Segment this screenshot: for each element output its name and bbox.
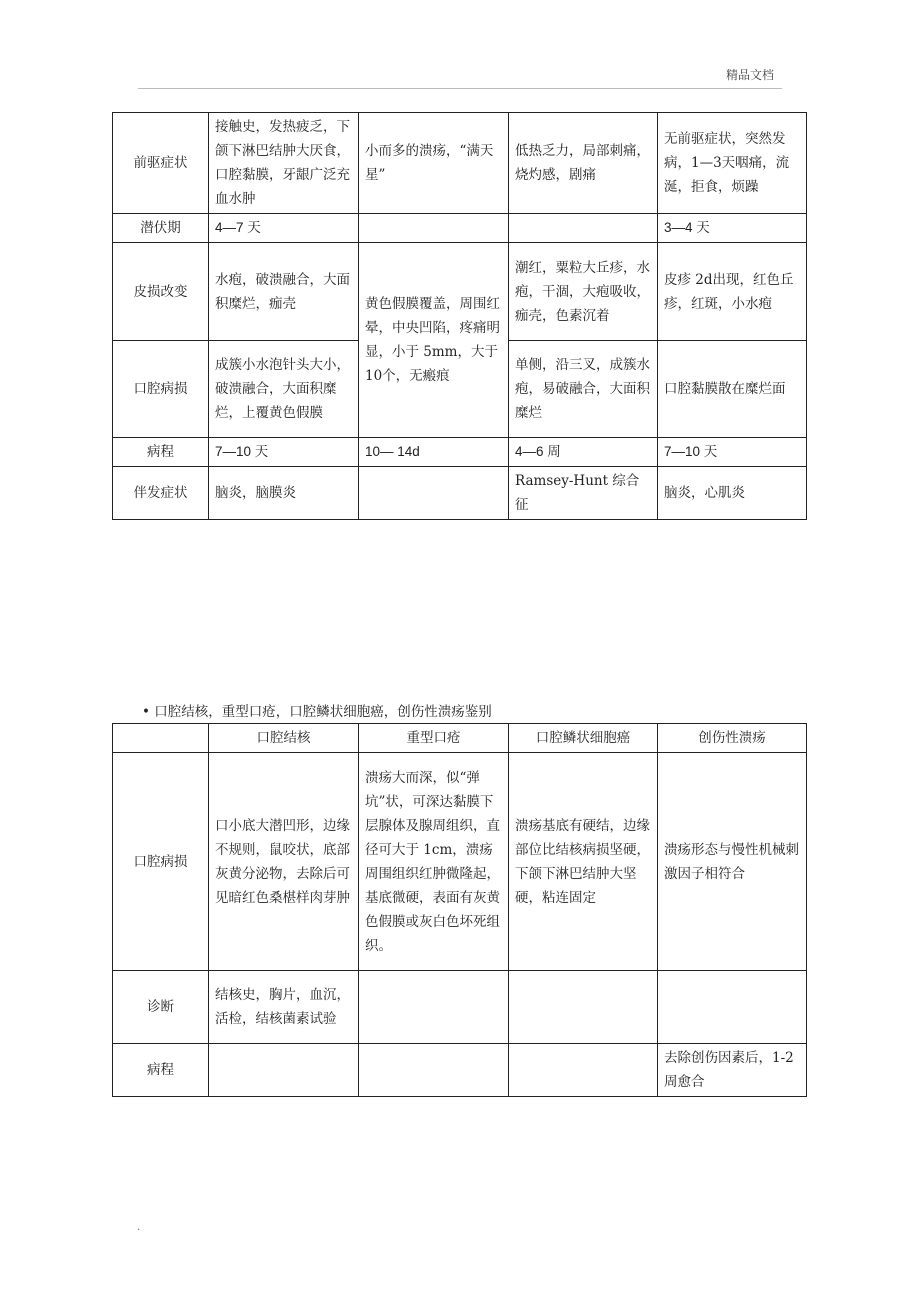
table-row bbox=[113, 214, 807, 243]
table-row bbox=[113, 467, 807, 520]
table-cell bbox=[359, 971, 509, 1044]
table-cell: 脑炎，脑膜炎 bbox=[209, 467, 359, 520]
column-header: 创伤性溃疡 bbox=[658, 724, 807, 753]
table-cell: Ramsey-Hunt 综合征 bbox=[509, 467, 658, 520]
column-header: 口腔结核 bbox=[209, 724, 359, 753]
table-cell: 去除创伤因素后，1-2 周愈合 bbox=[658, 1044, 807, 1097]
table-cell bbox=[359, 214, 509, 243]
column-header bbox=[113, 724, 209, 753]
table-row bbox=[113, 113, 807, 214]
comparison-table-ulcer bbox=[112, 723, 807, 1097]
table-cell: 溃疡基底有硬结，边缘部位比结核病损坚硬，下颌下淋巴结肿大坚硬，粘连固定 bbox=[509, 753, 658, 971]
column-header: 口腔鳞状细胞癌 bbox=[509, 724, 658, 753]
table-cell: 结核史，胸片，血沉，活检，结核菌素试验 bbox=[209, 971, 359, 1044]
table-cell bbox=[359, 1044, 509, 1097]
table-row bbox=[113, 1044, 807, 1097]
table-cell: 口腔黏膜散在糜烂面 bbox=[658, 341, 807, 438]
table-header-row bbox=[113, 724, 807, 753]
page-header-label: 精品文档 bbox=[726, 68, 775, 82]
table-row bbox=[113, 971, 807, 1044]
section-title: • 口腔结核，重型口疮，口腔鳞状细胞癌，创伤性溃疡鉴别 bbox=[142, 704, 492, 720]
table-cell bbox=[658, 971, 807, 1044]
table-cell: 接触史，发热疲乏，下颌下淋巴结肿大厌食，口腔黏膜，牙龈广泛充血水肿 bbox=[209, 113, 359, 214]
column-header: 重型口疮 bbox=[359, 724, 509, 753]
table-cell: 黄色假膜覆盖，周围红晕，中央凹陷，疼痛明显，小于 5mm，大于 10个，无瘢痕 bbox=[359, 243, 509, 438]
table-cell: 潮红，粟粒大丘疹，水疱，干涸，大疱吸收，痂壳，色素沉着 bbox=[509, 243, 658, 341]
table-cell: 溃疡形态与慢性机械刺激因子相符合 bbox=[658, 753, 807, 971]
table-cell: 小而多的溃疡，“满天星” bbox=[359, 113, 509, 214]
row-label-oral-lesion: 口腔病损 bbox=[113, 341, 209, 438]
table-cell: 水疱，破溃融合，大面积糜烂，痂壳 bbox=[209, 243, 359, 341]
table-row bbox=[113, 243, 807, 341]
row-label-incubation: 潜伏期 bbox=[113, 214, 209, 243]
table-row bbox=[113, 753, 807, 971]
table-cell: 7—10 天 bbox=[209, 438, 359, 467]
table-cell: 低热乏力，局部刺痛，烧灼感，剧痛 bbox=[509, 113, 658, 214]
table-cell: 10— 14d bbox=[359, 438, 509, 467]
table-cell: 成簇小水泡针头大小，破溃融合，大面积糜烂，上覆黄色假膜 bbox=[209, 341, 359, 438]
table-cell bbox=[209, 1044, 359, 1097]
row-label-prodrome: 前驱症状 bbox=[113, 113, 209, 214]
table-cell: 3—4 天 bbox=[658, 214, 807, 243]
row-label-diagnosis: 诊断 bbox=[113, 971, 209, 1044]
table-cell bbox=[509, 1044, 658, 1097]
footer-mark: . bbox=[137, 1222, 141, 1233]
table-cell: 脑炎，心肌炎 bbox=[658, 467, 807, 520]
table-cell: 皮疹 2d出现，红色丘疹，红斑，小水疱 bbox=[658, 243, 807, 341]
table-cell bbox=[509, 971, 658, 1044]
table-cell: 无前驱症状，突然发病，1—3天咽痛，流涎，拒食，烦躁 bbox=[658, 113, 807, 214]
row-label-complications: 伴发症状 bbox=[113, 467, 209, 520]
table-row bbox=[113, 438, 807, 467]
header-divider bbox=[138, 88, 782, 89]
table-cell bbox=[509, 214, 658, 243]
table-cell: 单侧，沿三叉，成簇水疱，易破融合，大面积糜烂 bbox=[509, 341, 658, 438]
row-label-skin-lesion: 皮损改变 bbox=[113, 243, 209, 341]
row-label-oral-lesion: 口腔病损 bbox=[113, 753, 209, 971]
table-cell: 4—6 周 bbox=[509, 438, 658, 467]
table-cell: 4—7 天 bbox=[209, 214, 359, 243]
table-cell bbox=[359, 467, 509, 520]
table-cell: 口小底大潜凹形，边缘不规则，鼠咬状，底部灰黄分泌物，去除后可见暗红色桑椹样肉芽肿 bbox=[209, 753, 359, 971]
comparison-table-viral bbox=[112, 112, 807, 520]
table-cell: 溃疡大而深，似“弹坑”状，可深达黏膜下层腺体及腺周组织，直径可大于 1cm，溃疡周围组织红肿微隆起，基底微硬，表面有灰黄色假膜或灰白色坏死组织。 bbox=[359, 753, 509, 971]
row-label-course: 病程 bbox=[113, 1044, 209, 1097]
row-label-course: 病程 bbox=[113, 438, 209, 467]
table-cell: 7—10 天 bbox=[658, 438, 807, 467]
